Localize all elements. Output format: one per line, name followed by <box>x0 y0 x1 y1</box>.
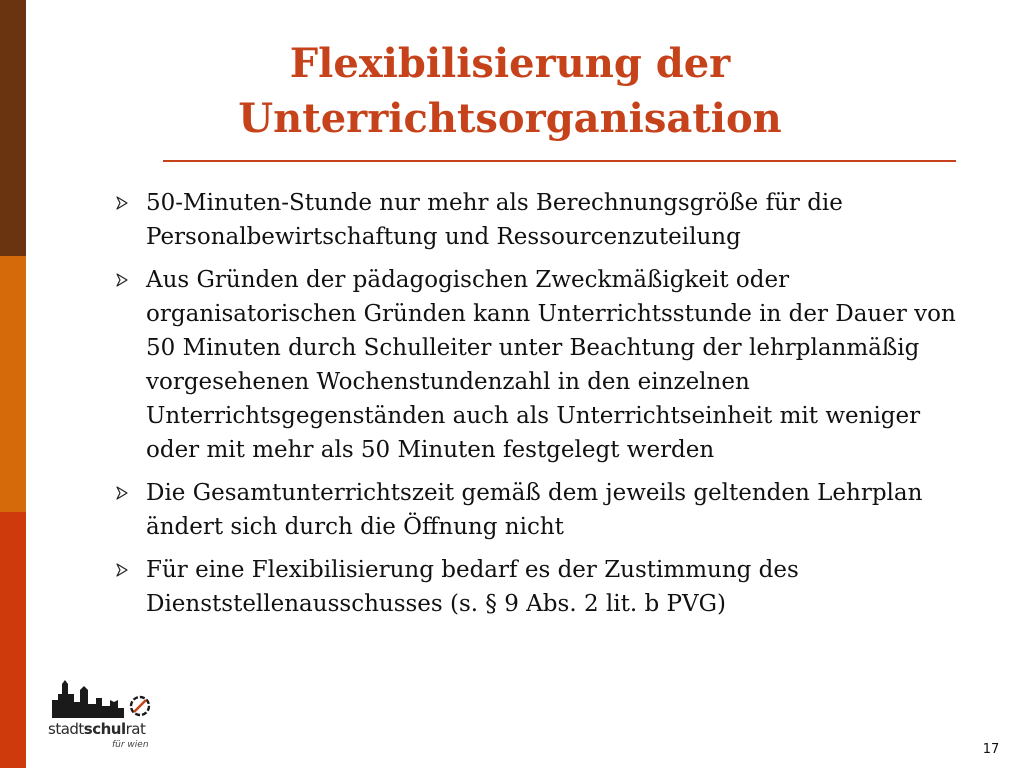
bullet-text: Für eine Flexibilisierung bedarf es der Zustimmung des Dienststellenausschusses (s. § 9 Abs. 2 lit. b PVG) <box>146 557 799 617</box>
logo-word-end: rat <box>125 720 146 738</box>
bullet-item <box>112 476 972 544</box>
bullet-text: 50-Minuten-Stunde nur mehr als Berechnungsgröße für die Personalbewirtschaftung und Ressourcenzuteilung <box>146 190 843 250</box>
page-number: 17 <box>982 742 1000 757</box>
stadtschulrat-logo <box>48 676 158 754</box>
slide-title-line-1: Flexibilisierung der <box>289 40 731 87</box>
sidebar-color-bar <box>0 0 26 768</box>
logo-word-bold: schul <box>83 720 126 738</box>
sidebar-segment-red <box>0 512 26 768</box>
bullet-item <box>112 553 972 621</box>
arrowhead-bullet-icon <box>112 263 132 297</box>
slide-title-line-2: Unterrichtsorganisation <box>238 95 782 142</box>
bullet-item <box>112 186 972 254</box>
arrowhead-bullet-icon <box>112 553 132 587</box>
bullet-text: Die Gesamtunterrichtszeit gemäß dem jeweils geltenden Lehrplan ändert sich durch die Öffnung nicht <box>146 480 923 540</box>
city-skyline-logo-icon <box>48 676 158 720</box>
logo-wordmark <box>48 720 158 738</box>
bullet-list <box>112 186 972 630</box>
logo-word-regular: stadt <box>48 720 84 738</box>
title-divider <box>163 160 956 162</box>
sidebar-segment-orange <box>0 256 26 512</box>
sidebar-segment-brown <box>0 0 26 256</box>
arrowhead-bullet-icon <box>112 186 132 220</box>
arrowhead-bullet-icon <box>112 476 132 510</box>
logo-subtitle: für wien <box>112 740 149 750</box>
bullet-text: Aus Gründen der pädagogischen Zweckmäßigkeit oder organisatorischen Gründen kann Unterrichtsstunde in der Dauer von 50 Minuten durch Schulleiter unter Beachtung der lehrplanmäßig vorgesehenen Wochenstundenzahl in den einzelnen Unterrichtsgegenständen auch als Unterrichtseinheit mit weniger oder mit mehr als 50 Minuten festgelegt werden <box>146 267 956 463</box>
bullet-item <box>112 263 972 467</box>
slide-title <box>60 36 960 146</box>
